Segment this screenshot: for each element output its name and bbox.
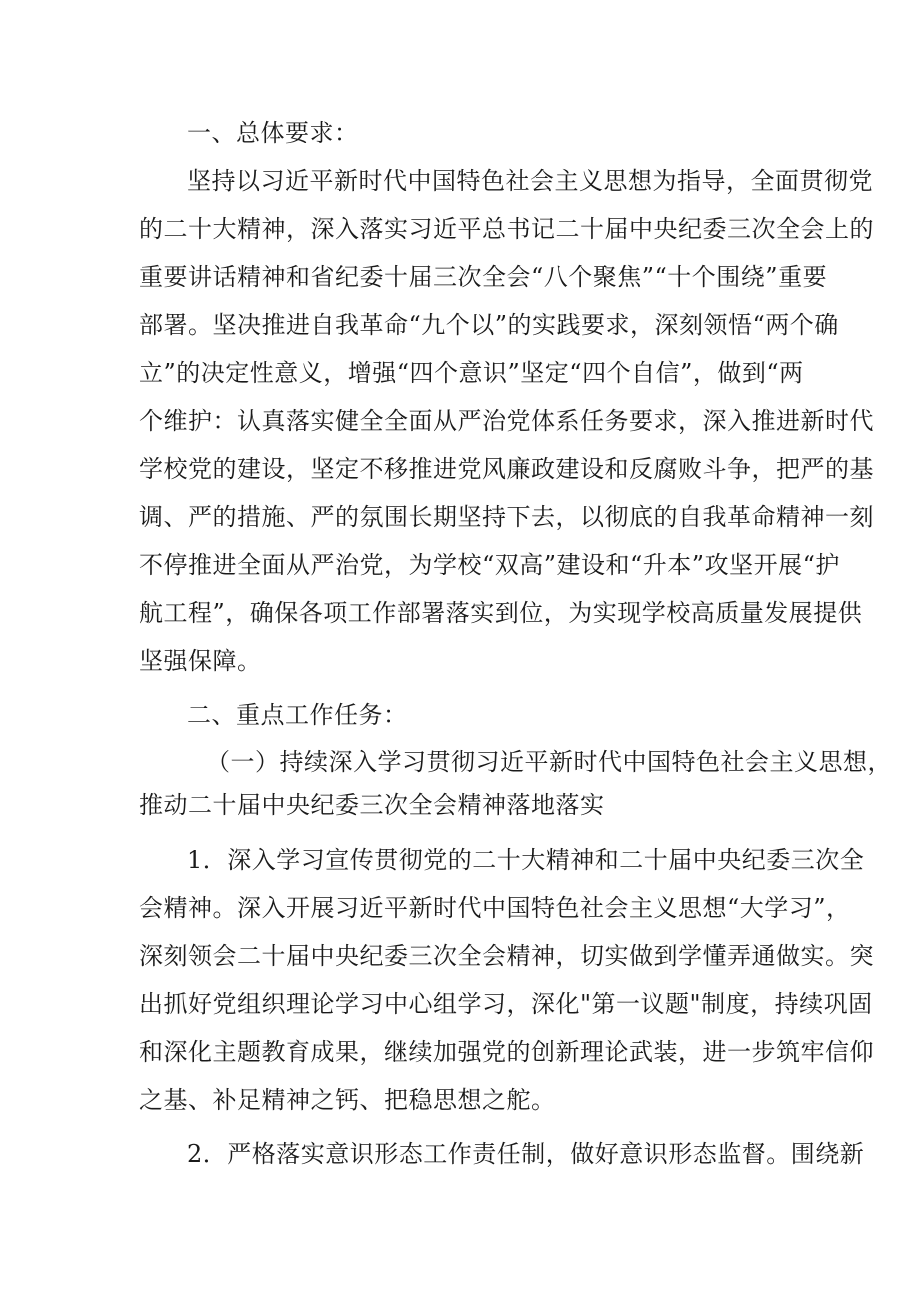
paragraph-line: 部署。坚决推进自我革命“九个以”的实践要求，深刻领悟“两个确 xyxy=(139,311,839,339)
item1-line: 和深化主题教育成果，继续加强党的创新理论武装，进一步筑牢信仰 xyxy=(139,1038,874,1066)
paragraph-line: 的二十大精神，深入落实习近平总书记二十届中央纪委三次全会上的 xyxy=(139,215,874,243)
paragraph-line: 个维护：认真落实健全全面从严治党体系任务要求，深入推进新时代 xyxy=(139,407,874,435)
paragraph-line: 航工程”，确保各项工作部署落实到位，为实现学校高质量发展提供 xyxy=(139,599,863,627)
paragraph-line: 立”的决定性意义，增强“四个意识”坚定“四个自信”，做到“两 xyxy=(139,359,804,387)
subsection-heading: 推动二十届中央纪委三次全会精神落地落实 xyxy=(139,791,605,819)
subsection-heading: （一）持续深入学习贯彻习近平新时代中国特色社会主义思想， xyxy=(206,748,892,776)
paragraph-line: 学校党的建设，坚定不移推进党风廉政建设和反腐败斗争，把严的基 xyxy=(139,455,874,483)
item2-line: 2．严格落实意识形态工作责任制，做好意识形态监督。围绕新 xyxy=(187,1140,865,1168)
paragraph-line: 不停推进全面从严治党，为学校“双高”建设和“升本”攻坚开展“护 xyxy=(139,551,840,579)
item1-line: 1．深入学习宣传贯彻党的二十大精神和二十届中央纪委三次全 xyxy=(187,846,865,874)
item1-line: 深刻领会二十届中央纪委三次全会精神，切实做到学懂弄通做实。突 xyxy=(139,942,874,970)
paragraph-line: 调、严的措施、严的氛围长期坚持下去，以彻底的自我革命精神一刻 xyxy=(139,503,874,531)
item1-line: 之基、补足精神之钙、把稳思想之舵。 xyxy=(139,1086,556,1114)
paragraph-line: 坚持以习近平新时代中国特色社会主义思想为指导，全面贯彻党 xyxy=(187,167,873,195)
paragraph-line: 坚强保障。 xyxy=(139,647,262,675)
item1-line: 会精神。深入开展习近平新时代中国特色社会主义思想“大学习”， xyxy=(139,894,851,922)
item1-line: 出抓好党组织理论学习中心组学习，深化"第一议题"制度，持续巩固 xyxy=(139,990,873,1018)
paragraph-line: 重要讲话精神和省纪委十届三次全会“八个聚焦”“十个围绕”重要 xyxy=(139,263,828,291)
section2-heading: 二、重点工作任务： xyxy=(187,701,408,729)
section1-heading: 一、总体要求： xyxy=(187,119,359,147)
